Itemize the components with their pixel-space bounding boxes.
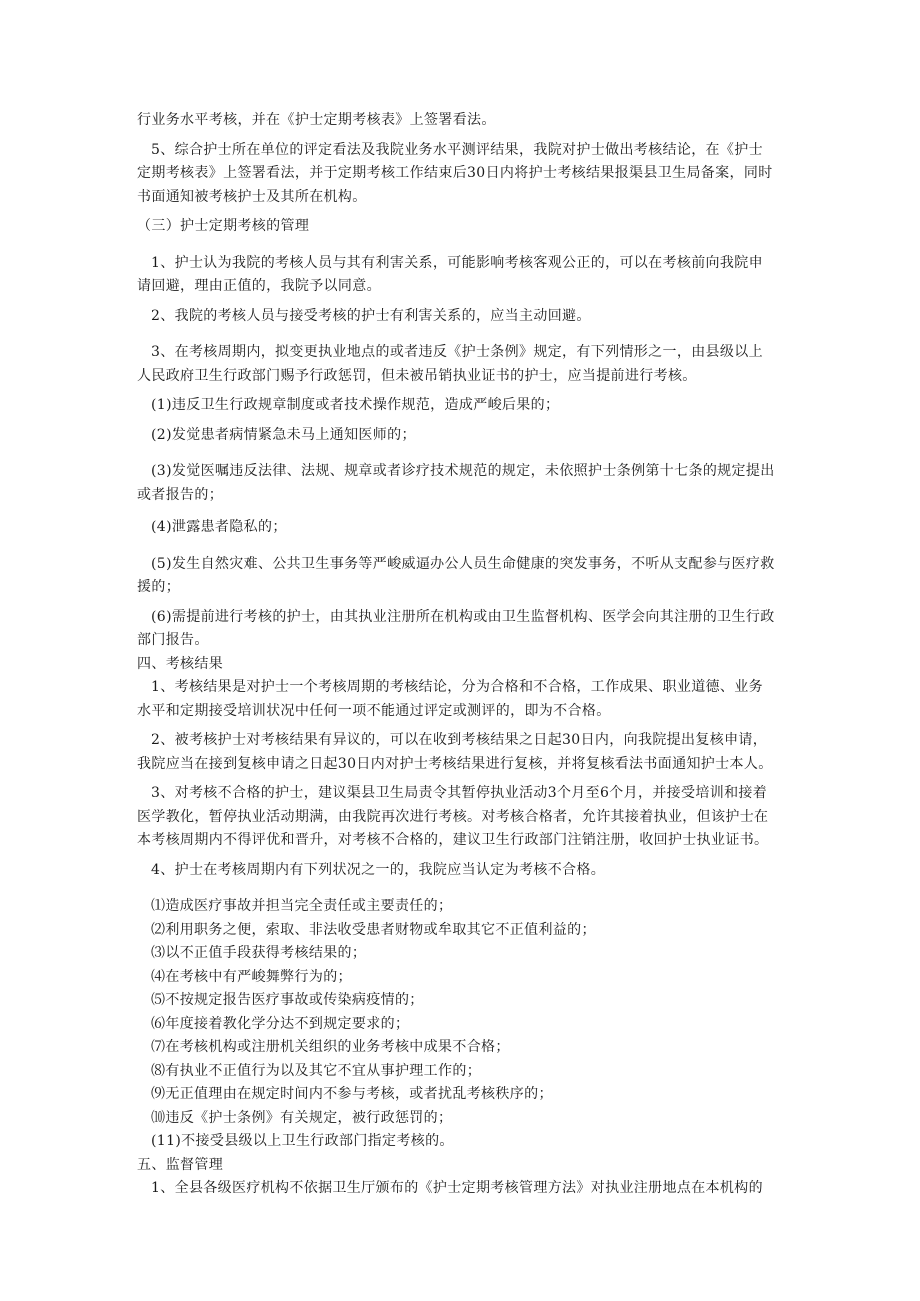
text-line: 3、对考核不合格的护士，建议渠县卫生局责令其暂停执业活动3个月至6个月，并接受培训和接着 (151, 785, 768, 801)
text-line: 人民政府卫生行政部门赐予行政惩罚，但未被吊销执业证书的护士，应当提前进行考核。 (137, 367, 697, 384)
text-line: 我院应当在接到复核申请之日起30日内对护士考核结果进行复核，并将复核看法书面通知护士本人。 (137, 755, 773, 772)
text-line: 行业务水平考核，并在《护士定期考核表》上签署看法。 (137, 112, 496, 128)
text-line: 3、在考核周期内，拟变更执业地点的或者违反《护士条例》规定，有下列情形之一，由县级以上 (151, 344, 763, 360)
text-line: 水平和定期接受培训状况中任何一项不能通过评定或测评的，即为不合格。 (137, 702, 611, 719)
list-item: (5)发生自然灾难、公共卫生事务等严峻威逼办公人员生命健康的突发事务，不听从支配参与医疗救 (151, 555, 775, 572)
text-line: 书面通知被考核护士及其所在机构。 (137, 188, 367, 205)
text-line: 医学教化，暂停执业活动期满，由我院再次进行考核。对考核合格者，允许其接着执业，但该护士在 (137, 808, 769, 825)
document-page (137, 109, 785, 1201)
list-item: ⑴造成医疗事故并担当完全责任或主要责任的； (151, 898, 453, 914)
list-item: ⑸不按规定报告医疗事故或传染病疫情的； (151, 992, 424, 1008)
text-line: 1、护士认为我院的考核人员与其有利害关系，可能影响考核客观公正的，可以在考核前向我院申 (151, 254, 763, 271)
list-item: (1)违反卫生行政规章制度或者技术操作规范，造成严峻后果的； (151, 397, 560, 413)
list-item: (4)泄露患者隐私的； (151, 519, 287, 535)
text-line: 1、考核结果是对护士一个考核周期的考核结论，分为合格和不合格，工作成果、职业道德、业务 (151, 679, 763, 695)
text-line: 本考核周期内不得评优和晋升，对考核不合格的，建议卫生行政部门注销注册，收回护士执业证书。 (137, 832, 769, 848)
text-line: 1、全县各级医疗机构不依据卫生厅颁布的《护士定期考核管理方法》对执业注册地点在本机构的 (151, 1180, 763, 1196)
list-item: ⑺在考核机构或注册机关组织的业务考核中成果不合格； (151, 1039, 510, 1055)
text-line: 或者报告的； (137, 486, 224, 503)
list-item: ⑵利用职务之便，索取、非法收受患者财物或牟取其它不正值利益的； (151, 921, 596, 938)
list-item: (6)需提前进行考核的护士，由其执业注册所在机构或由卫生监督机构、医学会向其注册的卫生行政 (151, 608, 775, 625)
text-line: 2、被考核护士对考核结果有异议的，可以在收到考核结果之日起30日内，向我院提出复核申请， (151, 732, 768, 748)
list-item: (2)发觉患者病情紧急未马上通知医师的； (151, 426, 416, 443)
section-heading: （三）护士定期考核的管理 (137, 218, 310, 234)
text-line: 援的； (137, 579, 181, 595)
list-item: (11)不接受县级以上卫生行政部门指定考核的。 (151, 1133, 454, 1149)
list-item: ⑽违反《护士条例》有关规定，被行政惩罚的； (151, 1109, 453, 1126)
text-line: 2、我院的考核人员与接受考核的护士有利害关系的，应当主动回避。 (151, 307, 591, 324)
section-heading: 五、监督管理 (137, 1156, 224, 1173)
section-heading: 四、考核结果 (137, 655, 224, 672)
list-item: ⑻有执业不正值行为以及其它不宜从事护理工作的； (151, 1062, 482, 1079)
text-line: 部门报告。 (137, 632, 209, 648)
text-line: 5、综合护士所在单位的评定看法及我院业务水平测评结果，我院对护士做出考核结论，在《护士 (151, 141, 763, 158)
list-item: ⑶以不正值手段获得考核结果的； (151, 945, 367, 961)
text-line: 定期考核表》上签署看法，并于定期考核工作结束后30日内将护士考核结果报渠县卫生局备案，同时 (137, 165, 773, 181)
list-item: ⑹年度接着教化学分达不到规定要求的； (151, 1015, 410, 1032)
list-item: ⑼无正值理由在规定时间内不参与考核，或者扰乱考核秩序的； (151, 1086, 553, 1102)
list-item: ⑷在考核中有严峻舞弊行为的； (151, 968, 352, 985)
text-line: 4、护士在考核周期内有下列状况之一的，我院应当认定为考核不合格。 (151, 861, 606, 878)
text-line: 请回避，理由正值的，我院予以同意。 (137, 278, 381, 294)
list-item: (3)发觉医嘱违反法律、法规、规章或者诊疗技术规范的规定，未依照护士条例第十七条的规定提出 (151, 463, 775, 479)
